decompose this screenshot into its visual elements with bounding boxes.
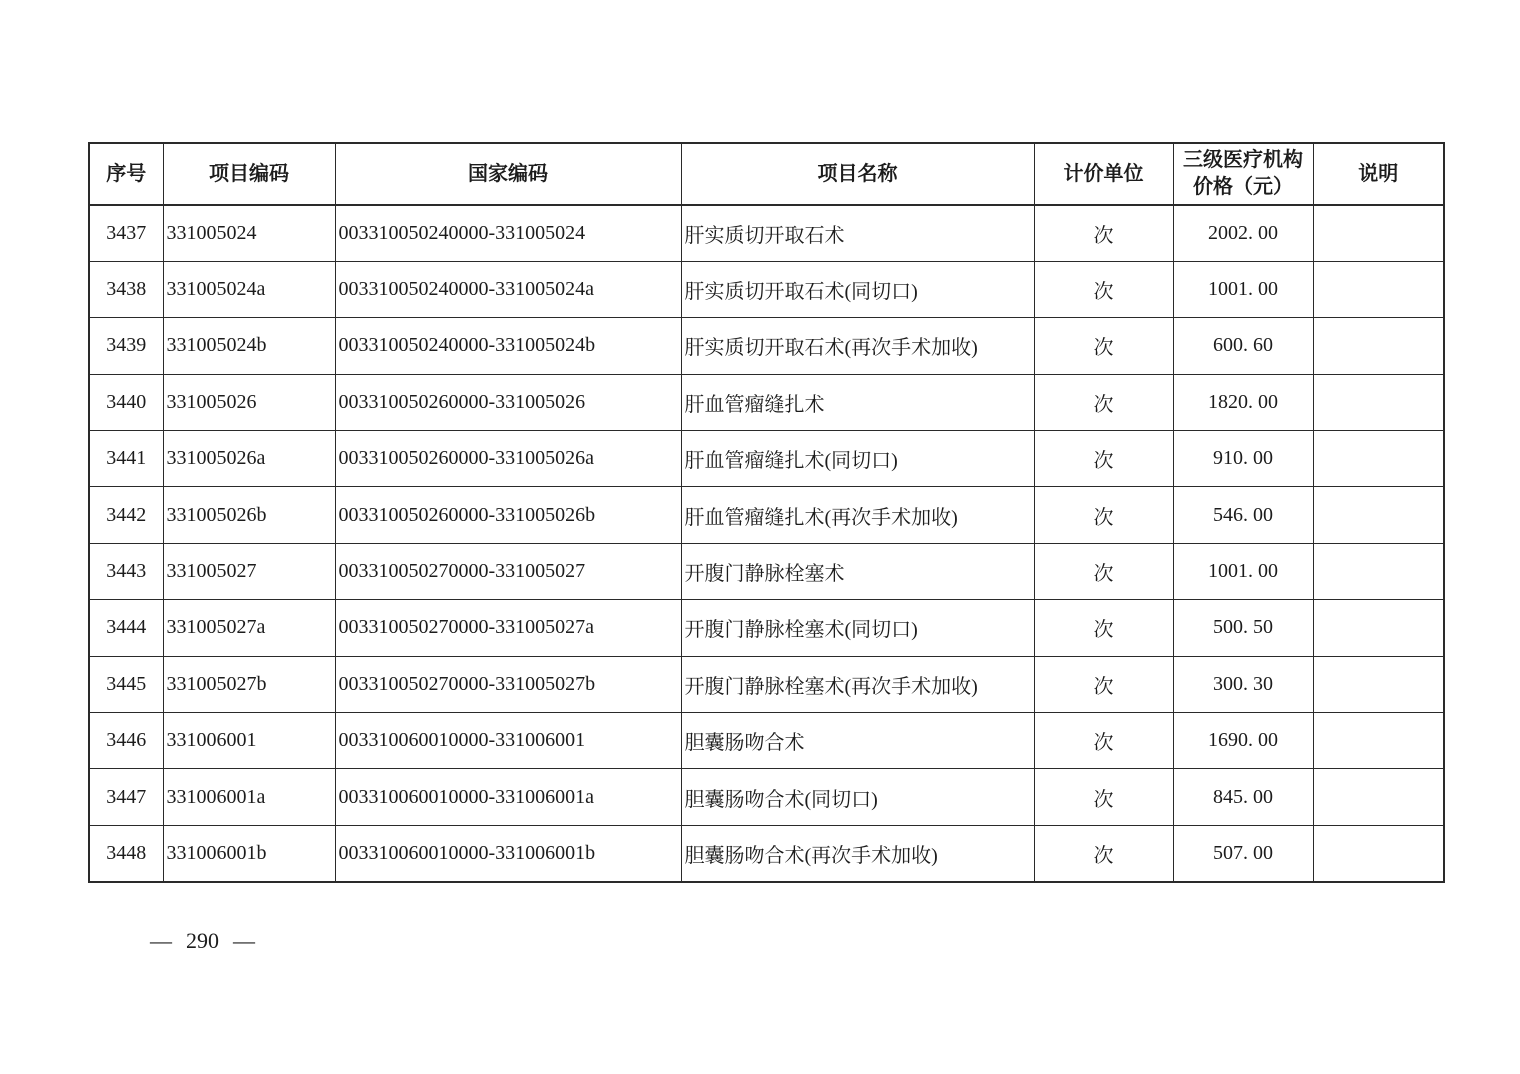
cell-national-code: 003310050260000-331005026a [335,431,681,487]
col-header-project-name: 项目名称 [681,143,1034,205]
cell-tier3-price: 507. 00 [1173,825,1313,881]
col-header-project-code: 项目编码 [163,143,335,205]
cell-pricing-unit: 次 [1034,600,1173,656]
cell-tier3-price: 300. 30 [1173,656,1313,712]
cell-national-code: 003310050240000-331005024 [335,205,681,261]
cell-project-code: 331005024a [163,261,335,317]
cell-seq: 3437 [89,205,163,261]
cell-project-code: 331006001a [163,769,335,825]
cell-project-code: 331005024 [163,205,335,261]
cell-project-name: 肝血管瘤缝扎术(再次手术加收) [681,487,1034,543]
col-header-note: 说明 [1313,143,1444,205]
cell-pricing-unit: 次 [1034,769,1173,825]
cell-seq: 3438 [89,261,163,317]
cell-seq: 3443 [89,543,163,599]
cell-national-code: 003310060010000-331006001b [335,825,681,881]
cell-project-name: 胆囊肠吻合术(再次手术加收) [681,825,1034,881]
cell-national-code: 003310050240000-331005024b [335,318,681,374]
cell-tier3-price: 1820. 00 [1173,374,1313,430]
col-header-national-code: 国家编码 [335,143,681,205]
col-header-pricing-unit: 计价单位 [1034,143,1173,205]
cell-pricing-unit: 次 [1034,656,1173,712]
cell-project-code: 331006001b [163,825,335,881]
cell-seq: 3441 [89,431,163,487]
cell-project-code: 331005026b [163,487,335,543]
cell-project-name: 胆囊肠吻合术 [681,713,1034,769]
table-row [89,318,1444,374]
cell-note [1313,374,1444,430]
cell-project-code: 331005026a [163,431,335,487]
cell-pricing-unit: 次 [1034,431,1173,487]
cell-seq: 3448 [89,825,163,881]
cell-tier3-price: 1001. 00 [1173,261,1313,317]
cell-note [1313,656,1444,712]
cell-pricing-unit: 次 [1034,543,1173,599]
cell-project-name: 胆囊肠吻合术(同切口) [681,769,1034,825]
col-header-seq: 序号 [89,143,163,205]
cell-pricing-unit: 次 [1034,205,1173,261]
cell-tier3-price: 600. 60 [1173,318,1313,374]
table-row [89,205,1444,261]
cell-pricing-unit: 次 [1034,825,1173,881]
cell-tier3-price: 910. 00 [1173,431,1313,487]
cell-note [1313,318,1444,374]
table-row [89,600,1444,656]
cell-national-code: 003310050270000-331005027 [335,543,681,599]
cell-note [1313,769,1444,825]
table-row [89,374,1444,430]
footer-left-dash: — [150,928,172,953]
cell-project-code: 331005026 [163,374,335,430]
page-number-footer [150,928,255,954]
cell-project-name: 肝实质切开取石术 [681,205,1034,261]
cell-note [1313,487,1444,543]
table-header [89,143,1444,205]
cell-note [1313,205,1444,261]
cell-note [1313,261,1444,317]
cell-pricing-unit: 次 [1034,261,1173,317]
cell-seq: 3442 [89,487,163,543]
footer-right-dash: — [233,928,255,953]
table-row [89,261,1444,317]
col-header-tier3-price [1173,143,1313,205]
cell-note [1313,543,1444,599]
table-row [89,656,1444,712]
cell-pricing-unit: 次 [1034,374,1173,430]
cell-project-name: 开腹门静脉栓塞术(再次手术加收) [681,656,1034,712]
cell-seq: 3447 [89,769,163,825]
cell-project-code: 331005027b [163,656,335,712]
table-row [89,713,1444,769]
cell-pricing-unit: 次 [1034,487,1173,543]
table-row [89,825,1444,881]
cell-project-name: 肝血管瘤缝扎术 [681,374,1034,430]
cell-project-name: 肝血管瘤缝扎术(同切口) [681,431,1034,487]
cell-pricing-unit: 次 [1034,318,1173,374]
cell-note [1313,713,1444,769]
cell-tier3-price: 1001. 00 [1173,543,1313,599]
header-row [89,143,1444,205]
cell-national-code: 003310050270000-331005027b [335,656,681,712]
cell-tier3-price: 1690. 00 [1173,713,1313,769]
cell-seq: 3439 [89,318,163,374]
table-row [89,487,1444,543]
cell-national-code: 003310050260000-331005026b [335,487,681,543]
cell-seq: 3445 [89,656,163,712]
cell-national-code: 003310060010000-331006001a [335,769,681,825]
cell-seq: 3444 [89,600,163,656]
cell-tier3-price: 2002. 00 [1173,205,1313,261]
cell-seq: 3446 [89,713,163,769]
cell-project-name: 肝实质切开取石术(同切口) [681,261,1034,317]
cell-national-code: 003310050260000-331005026 [335,374,681,430]
table-row [89,769,1444,825]
cell-project-code: 331005027 [163,543,335,599]
cell-note [1313,431,1444,487]
tier3-price-header-line1: 三级医疗机构 [1183,149,1303,171]
cell-seq: 3440 [89,374,163,430]
cell-note [1313,825,1444,881]
cell-tier3-price: 546. 00 [1173,487,1313,543]
cell-national-code: 003310060010000-331006001 [335,713,681,769]
cell-project-name: 肝实质切开取石术(再次手术加收) [681,318,1034,374]
cell-project-code: 331005024b [163,318,335,374]
footer-page-number: 290 [186,928,219,953]
cell-pricing-unit: 次 [1034,713,1173,769]
cell-national-code: 003310050240000-331005024a [335,261,681,317]
cell-project-name: 开腹门静脉栓塞术(同切口) [681,600,1034,656]
table-body [89,205,1444,882]
cell-project-name: 开腹门静脉栓塞术 [681,543,1034,599]
cell-project-code: 331005027a [163,600,335,656]
table-row [89,543,1444,599]
table-row [89,431,1444,487]
cell-note [1313,600,1444,656]
medical-price-table [88,142,1445,883]
cell-national-code: 003310050270000-331005027a [335,600,681,656]
cell-tier3-price: 845. 00 [1173,769,1313,825]
tier3-price-header-line2: 价格（元） [1193,176,1293,198]
cell-tier3-price: 500. 50 [1173,600,1313,656]
cell-project-code: 331006001 [163,713,335,769]
